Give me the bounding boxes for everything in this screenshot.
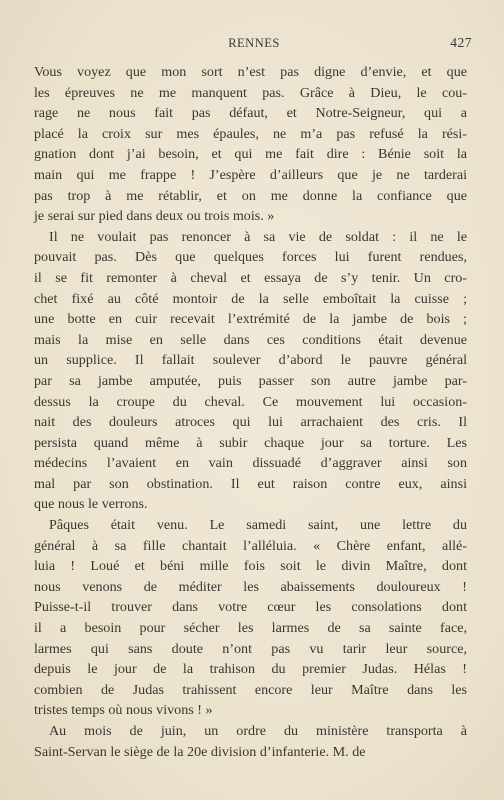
text-line: nait des douleurs atroces qui lui arrachaient des cris. Il [34,414,467,431]
text-line: tristes temps où nous vivons ! » [34,702,213,719]
text-line: rage ne nous fait pas défaut, et Notre-Seigneur, qui a [34,105,467,122]
text-line: pas trop à me rétablir, et on me donne la confiance que [34,187,467,204]
text-line: chet fixé au côté montoir de la selle emboîtait la cuisse ; [34,290,467,307]
text-line: je serai sur pied dans deux ou trois mois. » [34,208,275,225]
text-line: pouvait pas. Dès que quelques forces lui furent rendues, [34,249,467,266]
text-line: Il ne voulait pas renoncer à sa vie de soldat : il ne le [49,228,467,245]
text-line: une botte en cuir recevait l’extrémité de la jambe de bois ; [34,311,467,328]
text-line: combien de Judas trahissent encore leur Maître dans les [34,681,467,698]
text-line: dessus la croupe du cheval. Ce mouvement lui occasion- [34,393,467,410]
text-line: médecins l’avaient en vain dissuadé d’aggraver ainsi son [34,455,467,472]
page-number: 427 [450,35,472,50]
text-line: main qui me frappe ! J’espère d’ailleurs que je ne tarderai [34,166,467,183]
text-line: depuis le jour de la trahison du premier Judas. Hélas ! [34,661,467,678]
text-line: gnation dont j’ai besoin, et qui me fait dire : Bénie soit la [34,146,467,163]
text-line: les épreuves ne me manquent pas. Grâce à Dieu, le cou- [34,84,467,101]
text-line: Au mois de juin, un ordre du ministère transporta à [49,723,467,739]
text-line: persista quand même à subir chaque jour sa torture. Les [34,434,467,451]
text-line: général à sa fille chantait l’alléluia. « Chère enfant, allé- [34,537,467,554]
text-line: Pâques était venu. Le samedi saint, une lettre du [49,517,467,534]
text-line: luia ! Loué et béni mille fois soit le divin Maître, dont [34,558,467,575]
text-line: nous venons de méditer les abaissements douloureux ! [34,578,467,595]
text-line: que nous le verrons. [34,496,148,513]
body-text [34,62,467,762]
text-line: mais la mise en selle dans ces conditions était devenue [34,331,467,348]
text-line: Puisse-t-il trouver dans votre cœur les consolations dont [34,599,467,616]
text-line: larmes qui sans doute n’ont pas vu tarir leur source, [34,640,467,657]
paragraph [34,721,467,762]
text-line: il a besoin pour sécher les larmes de sa sainte face, [34,620,467,637]
text-line: Saint-Servan le siège de la 20e division d’infanterie. M. de [34,743,366,760]
running-head [36,36,472,52]
paragraph [34,227,467,515]
paragraph [34,62,467,227]
text-line: Vous voyez que mon sort n’est pas digne d’envie, et que [34,64,467,80]
text-line: mal par son obstination. Il eut raison contre eux, ainsi [34,475,467,492]
paragraph [34,515,467,721]
running-title: RENNES [228,36,280,50]
text-line: un supplice. Il fallait soulever d’abord le pauvre général [34,352,467,369]
text-line: placé la croix sur mes épaules, ne m’a pas refusé la rési- [34,125,467,142]
text-line: il se fit remonter à cheval et essaya de s’y tenir. Un cro- [34,269,467,286]
text-line: par sa jambe amputée, puis passer son autre jambe par- [34,372,467,389]
